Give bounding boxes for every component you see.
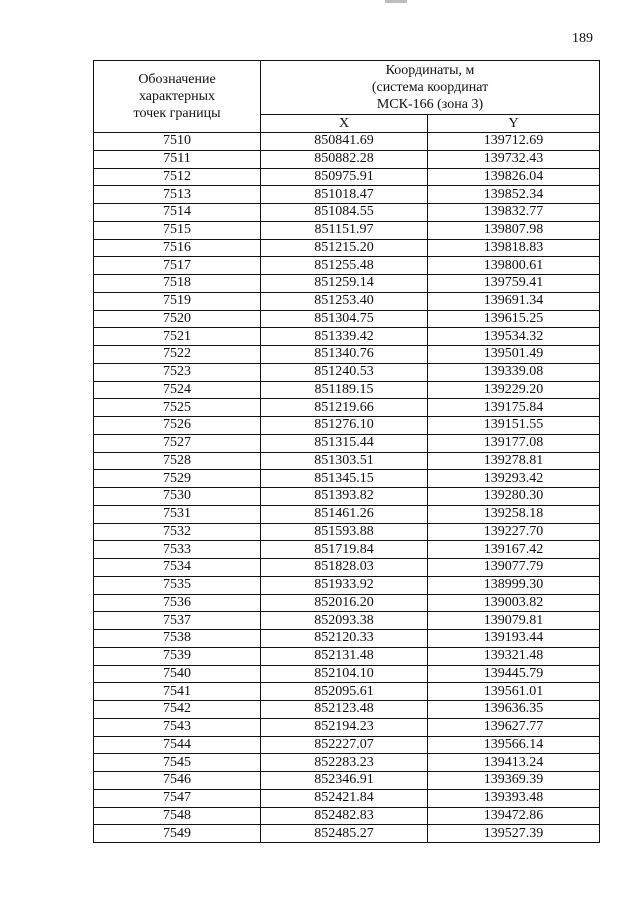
x-coordinate-cell: 851303.51 (261, 452, 428, 470)
table-row (94, 488, 600, 506)
table-row (94, 701, 600, 719)
point-id-cell: 7548 (94, 807, 261, 825)
table-row (94, 647, 600, 665)
point-id-cell: 7533 (94, 541, 261, 559)
y-coordinate-cell: 138999.30 (428, 576, 600, 594)
x-coordinate-cell: 851593.88 (261, 523, 428, 541)
table-row (94, 470, 600, 488)
point-id-cell: 7521 (94, 328, 261, 346)
table-row (94, 612, 600, 630)
header-coords-label-line: Координаты, м (385, 63, 475, 78)
table-row (94, 186, 600, 204)
x-coordinate-cell: 851828.03 (261, 559, 428, 577)
y-coordinate-cell: 139636.35 (428, 701, 600, 719)
table-row (94, 594, 600, 612)
top-edge-mark (385, 0, 407, 3)
header-coords-label-line: (система координат (371, 80, 489, 95)
table-row (94, 310, 600, 328)
point-id-cell: 7537 (94, 612, 261, 630)
y-coordinate-cell: 139627.77 (428, 718, 600, 736)
point-id-cell: 7531 (94, 505, 261, 523)
y-coordinate-cell: 139759.41 (428, 275, 600, 293)
table-row (94, 239, 600, 257)
x-coordinate-cell: 852227.07 (261, 736, 428, 754)
point-id-cell: 7516 (94, 239, 261, 257)
point-id-cell: 7532 (94, 523, 261, 541)
y-coordinate-cell: 139339.08 (428, 363, 600, 381)
point-id-cell: 7527 (94, 434, 261, 452)
point-id-cell: 7540 (94, 665, 261, 683)
x-coordinate-cell: 851339.42 (261, 328, 428, 346)
y-coordinate-cell: 139826.04 (428, 168, 600, 186)
x-coordinate-cell: 851345.15 (261, 470, 428, 488)
x-coordinate-cell: 851340.76 (261, 346, 428, 364)
x-coordinate-cell: 852194.23 (261, 718, 428, 736)
table-row (94, 665, 600, 683)
x-coordinate-cell: 851933.92 (261, 576, 428, 594)
point-id-cell: 7512 (94, 168, 261, 186)
x-coordinate-cell: 851219.66 (261, 399, 428, 417)
point-id-cell: 7536 (94, 594, 261, 612)
header-coords-label (261, 61, 600, 115)
point-id-cell: 7517 (94, 257, 261, 275)
table-row (94, 399, 600, 417)
y-coordinate-cell: 139229.20 (428, 381, 600, 399)
point-id-cell: 7543 (94, 718, 261, 736)
table-row (94, 772, 600, 790)
point-id-cell: 7549 (94, 825, 261, 843)
x-coordinate-cell: 851151.97 (261, 221, 428, 239)
x-coordinate-cell: 850975.91 (261, 168, 428, 186)
y-coordinate-cell: 139177.08 (428, 434, 600, 452)
y-coordinate-cell: 139691.34 (428, 292, 600, 310)
table-row (94, 292, 600, 310)
point-id-cell: 7545 (94, 754, 261, 772)
table-row (94, 204, 600, 222)
page-number: 189 (572, 31, 593, 46)
x-coordinate-cell: 852123.48 (261, 701, 428, 719)
table-row (94, 754, 600, 772)
x-coordinate-cell: 851240.53 (261, 363, 428, 381)
coordinates-table (93, 60, 600, 843)
header-y: Y (428, 115, 600, 133)
y-coordinate-cell: 139800.61 (428, 257, 600, 275)
table-row (94, 736, 600, 754)
header-coords-label-line: МСК-166 (зона 3) (376, 97, 484, 112)
point-id-cell: 7528 (94, 452, 261, 470)
y-coordinate-cell: 139413.24 (428, 754, 600, 772)
y-coordinate-cell: 139369.39 (428, 772, 600, 790)
x-coordinate-cell: 850841.69 (261, 133, 428, 151)
y-coordinate-cell: 139807.98 (428, 221, 600, 239)
y-coordinate-cell: 139321.48 (428, 647, 600, 665)
y-coordinate-cell: 139227.70 (428, 523, 600, 541)
table-row (94, 630, 600, 648)
header-point-label-line: точек границы (133, 106, 221, 121)
table-header (94, 61, 600, 133)
x-coordinate-cell: 852016.20 (261, 594, 428, 612)
y-coordinate-cell: 139079.81 (428, 612, 600, 630)
table-row (94, 363, 600, 381)
point-id-cell: 7519 (94, 292, 261, 310)
y-coordinate-cell: 139534.32 (428, 328, 600, 346)
table-row (94, 417, 600, 435)
table-row (94, 683, 600, 701)
y-coordinate-cell: 139852.34 (428, 186, 600, 204)
y-coordinate-cell: 139258.18 (428, 505, 600, 523)
point-id-cell: 7541 (94, 683, 261, 701)
table-row (94, 150, 600, 168)
header-point-label (94, 61, 261, 133)
y-coordinate-cell: 139077.79 (428, 559, 600, 577)
point-id-cell: 7518 (94, 275, 261, 293)
y-coordinate-cell: 139472.86 (428, 807, 600, 825)
table-row (94, 523, 600, 541)
y-coordinate-cell: 139615.25 (428, 310, 600, 328)
x-coordinate-cell: 851315.44 (261, 434, 428, 452)
x-coordinate-cell: 852120.33 (261, 630, 428, 648)
y-coordinate-cell: 139501.49 (428, 346, 600, 364)
x-coordinate-cell: 852485.27 (261, 825, 428, 843)
table-row (94, 807, 600, 825)
point-id-cell: 7522 (94, 346, 261, 364)
point-id-cell: 7514 (94, 204, 261, 222)
y-coordinate-cell: 139732.43 (428, 150, 600, 168)
point-id-cell: 7539 (94, 647, 261, 665)
y-coordinate-cell: 139832.77 (428, 204, 600, 222)
y-coordinate-cell: 139278.81 (428, 452, 600, 470)
point-id-cell: 7529 (94, 470, 261, 488)
table-row (94, 257, 600, 275)
x-coordinate-cell: 851189.15 (261, 381, 428, 399)
y-coordinate-cell: 139527.39 (428, 825, 600, 843)
table-row (94, 825, 600, 843)
point-id-cell: 7526 (94, 417, 261, 435)
point-id-cell: 7511 (94, 150, 261, 168)
x-coordinate-cell: 852421.84 (261, 789, 428, 807)
point-id-cell: 7510 (94, 133, 261, 151)
y-coordinate-cell: 139003.82 (428, 594, 600, 612)
x-coordinate-cell: 852283.23 (261, 754, 428, 772)
x-coordinate-cell: 852104.10 (261, 665, 428, 683)
table-body (94, 133, 600, 843)
y-coordinate-cell: 139818.83 (428, 239, 600, 257)
y-coordinate-cell: 139175.84 (428, 399, 600, 417)
x-coordinate-cell: 852131.48 (261, 647, 428, 665)
header-point-label-line: характерных (138, 89, 216, 104)
table-row (94, 381, 600, 399)
x-coordinate-cell: 852482.83 (261, 807, 428, 825)
y-coordinate-cell: 139293.42 (428, 470, 600, 488)
y-coordinate-cell: 139712.69 (428, 133, 600, 151)
table-row (94, 718, 600, 736)
point-id-cell: 7546 (94, 772, 261, 790)
x-coordinate-cell: 851018.47 (261, 186, 428, 204)
table-row (94, 434, 600, 452)
x-coordinate-cell: 851084.55 (261, 204, 428, 222)
table-row (94, 505, 600, 523)
point-id-cell: 7534 (94, 559, 261, 577)
x-coordinate-cell: 851304.75 (261, 310, 428, 328)
x-coordinate-cell: 851255.48 (261, 257, 428, 275)
x-coordinate-cell: 850882.28 (261, 150, 428, 168)
point-id-cell: 7542 (94, 701, 261, 719)
table-row (94, 168, 600, 186)
table-row (94, 328, 600, 346)
point-id-cell: 7520 (94, 310, 261, 328)
y-coordinate-cell: 139167.42 (428, 541, 600, 559)
table-row (94, 576, 600, 594)
table-row (94, 559, 600, 577)
table-row (94, 275, 600, 293)
point-id-cell: 7535 (94, 576, 261, 594)
y-coordinate-cell: 139566.14 (428, 736, 600, 754)
point-id-cell: 7530 (94, 488, 261, 506)
header-x: X (261, 115, 428, 133)
x-coordinate-cell: 852093.38 (261, 612, 428, 630)
x-coordinate-cell: 852095.61 (261, 683, 428, 701)
header-point-label-line: Обозначение (138, 72, 216, 87)
y-coordinate-cell: 139193.44 (428, 630, 600, 648)
table-row (94, 789, 600, 807)
point-id-cell: 7525 (94, 399, 261, 417)
point-id-cell: 7515 (94, 221, 261, 239)
x-coordinate-cell: 851259.14 (261, 275, 428, 293)
point-id-cell: 7547 (94, 789, 261, 807)
table-row (94, 452, 600, 470)
table-row (94, 221, 600, 239)
point-id-cell: 7513 (94, 186, 261, 204)
table-row (94, 346, 600, 364)
y-coordinate-cell: 139151.55 (428, 417, 600, 435)
y-coordinate-cell: 139445.79 (428, 665, 600, 683)
x-coordinate-cell: 851215.20 (261, 239, 428, 257)
x-coordinate-cell: 851393.82 (261, 488, 428, 506)
point-id-cell: 7538 (94, 630, 261, 648)
point-id-cell: 7524 (94, 381, 261, 399)
x-coordinate-cell: 851461.26 (261, 505, 428, 523)
table-row (94, 133, 600, 151)
y-coordinate-cell: 139280.30 (428, 488, 600, 506)
point-id-cell: 7523 (94, 363, 261, 381)
x-coordinate-cell: 851719.84 (261, 541, 428, 559)
y-coordinate-cell: 139561.01 (428, 683, 600, 701)
x-coordinate-cell: 852346.91 (261, 772, 428, 790)
x-coordinate-cell: 851276.10 (261, 417, 428, 435)
table-row (94, 541, 600, 559)
x-coordinate-cell: 851253.40 (261, 292, 428, 310)
point-id-cell: 7544 (94, 736, 261, 754)
y-coordinate-cell: 139393.48 (428, 789, 600, 807)
